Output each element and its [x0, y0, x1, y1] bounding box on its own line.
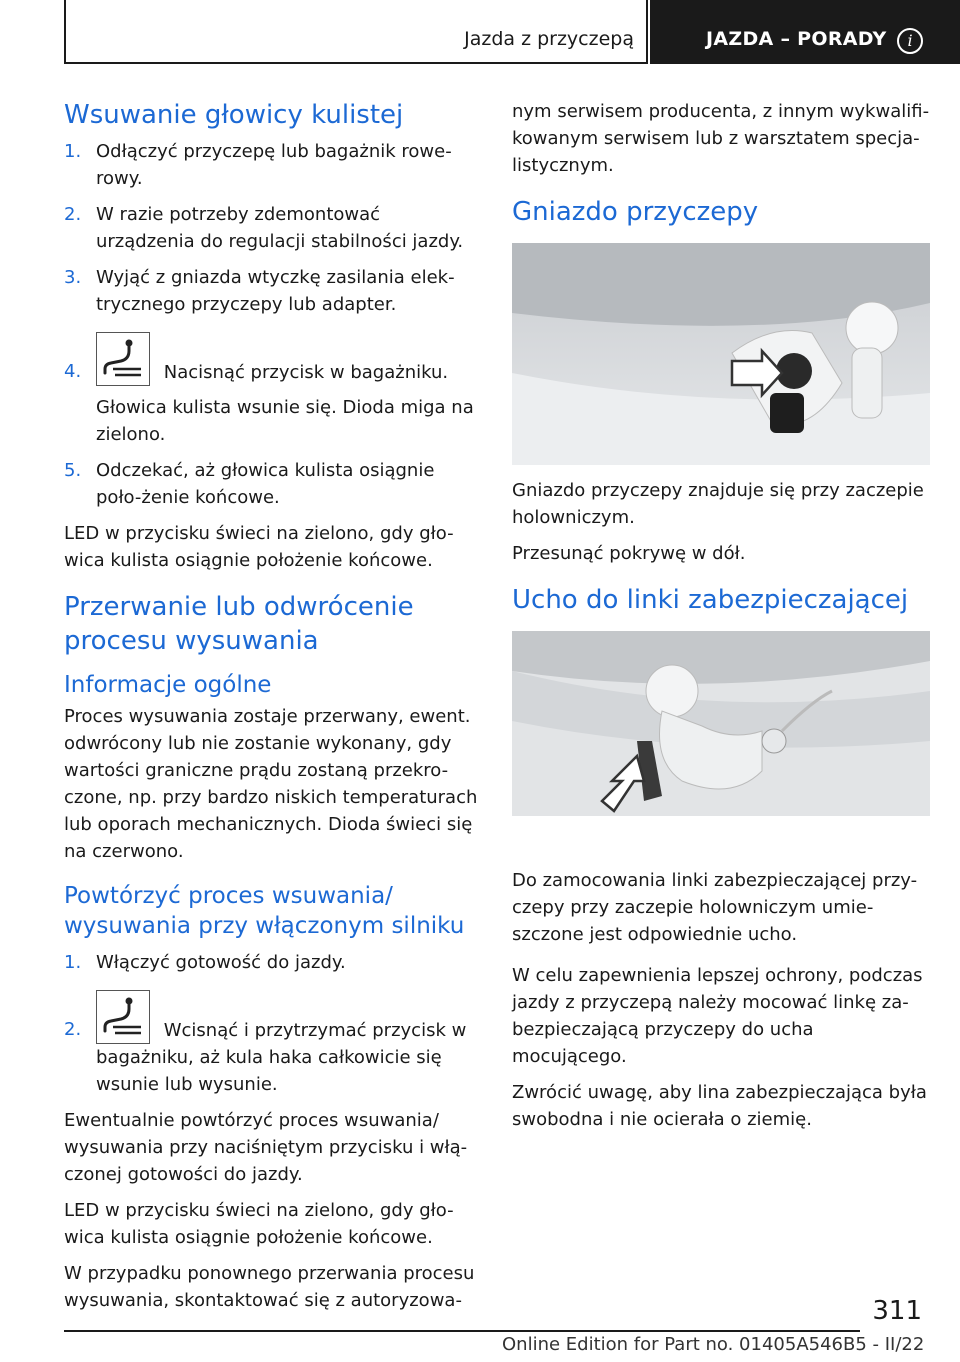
heading-general: Informacje ogólne — [64, 672, 272, 698]
led-note: LED w przycisku świeci na zielono, gdy gło-wica kulista osiągnie położenie końcowe. — [64, 523, 454, 571]
led-note: LED w przycisku świeci na zielono, gdy gło-wica kulista osiągnie położenie końcowe. — [64, 1200, 454, 1248]
retract-steps — [64, 138, 478, 511]
left-column — [64, 98, 478, 1314]
heading-socket: Gniazdo przyczepy — [512, 197, 759, 227]
list-item: 1. Odłączyć przyczepę lub bagażnik rowe-rowy. — [64, 141, 452, 189]
repeat-steps — [64, 949, 478, 1098]
tow-hook-button-icon — [96, 990, 150, 1044]
eye-text-3: Zwrócić uwagę, aby lina zabezpieczająca była swobodna i nie ocierała o ziemię. — [512, 1082, 927, 1130]
general-text: Proces wysuwania zostaje przerwany, ewent. odwrócony lub nie zostanie wykonany, gdy wartości graniczne prądu zostaną przekro-czone, np. przy bardzo niskich temperaturach lub oporach mechanicznych. Dioda świeci się na czerwono. — [64, 706, 478, 862]
info-icon: i — [897, 28, 923, 54]
contact-text-continued: nym serwisem producenta, z innym wykwalifi-kowanym serwisem lub z warsztatem specja-listycznym. — [512, 101, 930, 176]
header-section-box — [64, 0, 648, 64]
heading-eye: Ucho do linki zabezpieczającej — [512, 585, 909, 615]
header-section-title: Jazda z przyczepą — [464, 28, 634, 50]
eye-text-1: Do zamocowania linki zabezpieczającej przy-czepy przy zaczepie holowniczym umie-szczone jest odpowiednie ucho. — [512, 870, 918, 945]
list-item: 3. Wyjąć z gniazda wtyczkę zasilania elek-trycznego przyczepy lub adapter. — [64, 267, 455, 315]
page-number: 311 — [872, 1296, 922, 1326]
footer-edition: Online Edition for Part no. 01405A546B5 - II/22 — [502, 1334, 925, 1355]
list-item: 5. Odczekać, aż głowica kulista osiągnie poło-żenie końcowe. — [64, 460, 435, 508]
heading-retract: Wsuwanie głowicy kulistej — [64, 100, 404, 130]
safety-eye-photo — [512, 631, 930, 853]
header-chapter-title: JAZDA – PORADY — [706, 28, 887, 50]
list-item: 2. W razie potrzeby zdemontować urządzenia do regulacji stabilności jazdy. — [64, 204, 464, 252]
socket-action: Przesunąć pokrywę w dół. — [512, 543, 746, 564]
footer-divider — [64, 1330, 860, 1332]
list-item: 1. Włączyć gotowość do jazdy. — [64, 952, 346, 973]
trailer-socket-photo — [512, 243, 930, 465]
eye-text-2: W celu zapewnienia lepszej ochrony, podczas jazdy z przyczepą należy mocować linkę za-bezpieczającą przyczepy do ucha mocującego. — [512, 965, 923, 1067]
right-column — [512, 98, 930, 1133]
list-item: 4. Nacisnąć przycisk w bagażniku. Głowica kulista wsunie się. Dioda miga na zielono. — [64, 332, 478, 448]
header-chapter-box — [650, 0, 960, 64]
contact-text: W przypadku ponownego przerwania procesu wysuwania, skontaktować się z autoryzowa- — [64, 1263, 475, 1311]
heading-interrupt: Przerwanie lub odwrócenie procesu wysuwania — [64, 592, 414, 656]
repeat-note: Ewentualnie powtórzyć proces wsuwania/ wysuwania przy naciśniętym przycisku i włą-czonej gotowości do jazdy. — [64, 1110, 468, 1185]
list-item: 2. Wcisnąć i przytrzymać przycisk w bagażniku, aż kula haka całkowicie się wsunie lub wysunie. — [64, 990, 478, 1098]
heading-repeat: Powtórzyć proces wsuwania/ wysuwania przy włączonym silniku — [64, 883, 465, 939]
tow-hook-button-icon — [96, 332, 150, 386]
socket-text: Gniazdo przyczepy znajduje się przy zaczepie holowniczym. — [512, 480, 924, 528]
step4-note: Głowica kulista wsunie się. Dioda miga na zielono. — [96, 397, 474, 445]
